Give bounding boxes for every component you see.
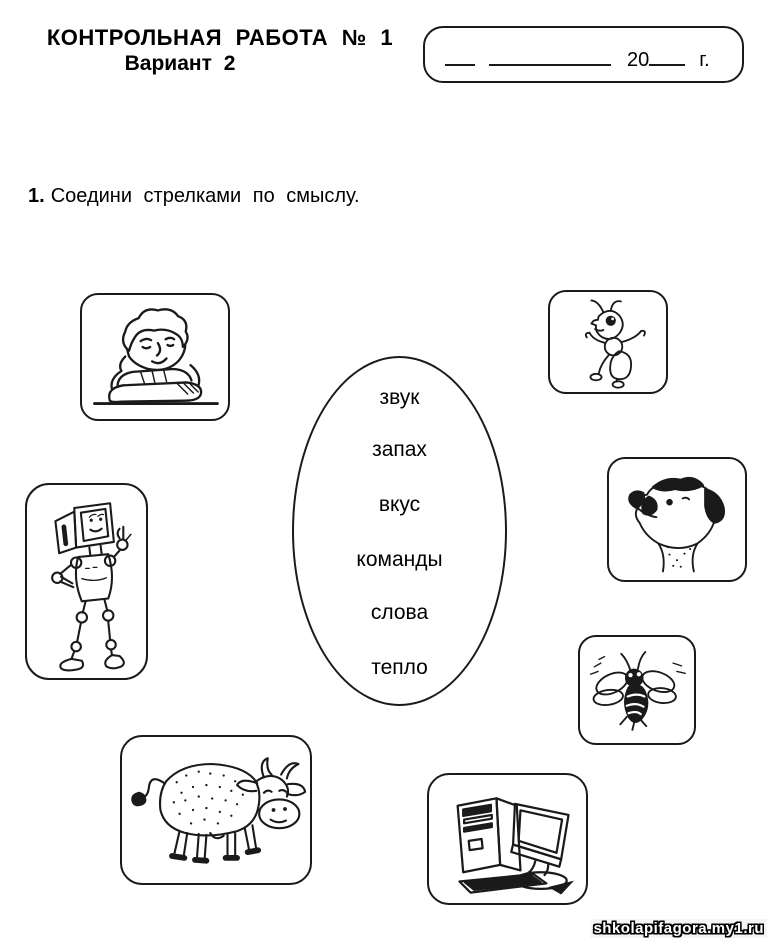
name-date-box <box>423 26 744 83</box>
picture-card-dog[interactable] <box>607 457 747 582</box>
surname-blank-field[interactable] <box>489 62 611 66</box>
oval-word-slova[interactable]: слова <box>370 601 429 624</box>
name-blank-field[interactable] <box>445 62 475 66</box>
robot-image <box>29 487 145 677</box>
picture-card-computer[interactable] <box>427 773 588 905</box>
oval-word-teplo[interactable]: тепло <box>371 656 428 679</box>
oval-word-zvuk[interactable]: звук <box>379 386 420 409</box>
page-title: КОНТРОЛЬНАЯ РАБОТА № 1 <box>46 25 394 50</box>
bee-image <box>582 639 692 741</box>
dog-image <box>611 461 743 578</box>
cow-image <box>124 739 308 881</box>
year-suffix-label: г. <box>699 49 710 71</box>
variant-subtitle: Вариант 2 <box>124 52 236 75</box>
date-line <box>425 49 742 72</box>
oval-word-vkus[interactable]: вкус <box>378 493 421 516</box>
site-watermark: shkolapifagora.my1.ru <box>590 919 767 938</box>
year-prefix-label: 20 <box>627 49 650 71</box>
boy-image <box>83 297 227 417</box>
task-text: Соедини стрелками по смыслу. <box>50 185 360 207</box>
ant-image <box>552 294 664 390</box>
words-oval <box>292 356 507 706</box>
picture-card-ant[interactable] <box>548 290 668 394</box>
year-blank-field[interactable] <box>649 62 685 66</box>
computer-image <box>432 778 584 900</box>
picture-card-bee[interactable] <box>578 635 696 745</box>
oval-word-zapakh[interactable]: запах <box>372 438 427 461</box>
task-instruction <box>28 185 360 208</box>
picture-card-cow[interactable] <box>120 735 312 885</box>
oval-word-komandy[interactable]: команды <box>356 548 443 571</box>
picture-card-robot[interactable] <box>25 483 148 680</box>
picture-card-boy[interactable] <box>80 293 230 421</box>
task-number: 1. <box>28 185 45 207</box>
